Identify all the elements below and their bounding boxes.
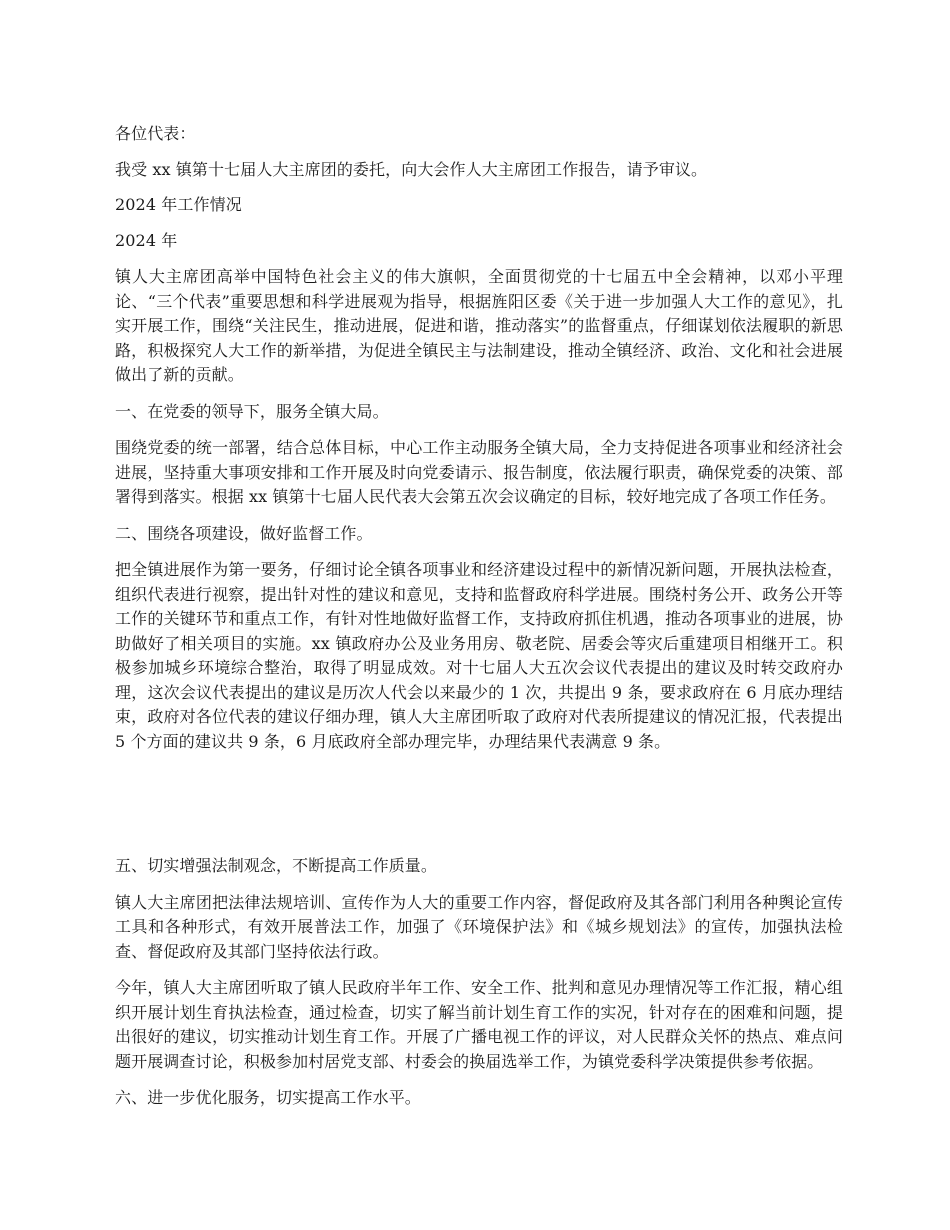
section-title: 2024 年工作情况 bbox=[115, 195, 242, 214]
year-line: 2024 年 bbox=[115, 230, 178, 250]
paragraph-five-a: 镇人大主席团把法律法规培训、宣传作为人大的重要工作内容，督促政府及其各部门利用各种舆论宣传工具和各种形式，有效开展普法工作，加强了《环境保护法》和《城乡规划法》的宣传，加强执法检查、督促政府及其部门坚持依法行政。 bbox=[115, 892, 843, 961]
document-page bbox=[115, 122, 843, 1111]
heading-one: 一、在党委的领导下，服务全镇大局。 bbox=[115, 401, 389, 421]
salutation: 各位代表： bbox=[115, 124, 196, 143]
paragraph-two: 把全镇进展作为第一要务，仔细讨论全镇各项事业和经济建设过程中的新情况新问题，开展执法检查，组织代表进行视察，提出针对性的建议和意见，支持和监督政府科学进展。围绕村务公开、政务公开等工作的关键环节和重点工作，有针对性地做好监督工作，支持政府抓住机遇，推动各项事业的进展，协助做好了相关项目的实施。xx 镇政府办公及业务用房、敬老院、居委会等灾后重建项目相继开工。积极参加城乡环境综合整治，取得了明显成效。对十七届人大五次会议代表提出的建议及时转交政府办理，这次会议代表提出的建议是历次人代会以来最少的 1 次，共提出 9 条，要求政府在 6 月底办理结束，政府对各位代表的建议仔细办理，镇人大主席团听取了政府对代表所提建议的情况汇报，代表提出 5 个方面的建议共 9 条，6 月底政府全部办理完毕，办理结果代表满意 9 条。 bbox=[115, 560, 843, 751]
overview-paragraph: 镇人大主席团高举中国特色社会主义的伟大旗帜，全面贯彻党的十七届五中全会精神，以邓小平理论、“三个代表”重要思想和科学进展观为指导，根据旌阳区委《关于进一步加强人大工作的意见》，扎实开展工作，围绕“关注民生，推动进展，促进和谐，推动落实”的监督重点，仔细谋划依法履职的新思路，积极探究人大工作的新举措，为促进全镇民主与法制建设，推动全镇经济、政治、文化和社会进展做出了新的贡献。 bbox=[115, 267, 843, 384]
heading-five: 五、切实增强法制观念，不断提高工作质量。 bbox=[115, 856, 438, 875]
heading-two: 二、围绕各项建设，做好监督工作。 bbox=[115, 523, 373, 543]
blank-gap bbox=[115, 754, 843, 854]
intro-paragraph: 我受 xx 镇第十七届人大主席团的委托，向大会作人大主席团工作报告，请予审议。 bbox=[115, 159, 708, 179]
heading-six: 六、进一步优化服务，切实提高工作水平。 bbox=[115, 1088, 421, 1107]
paragraph-five-b: 今年，镇人大主席团听取了镇人民政府半年工作、安全工作、批判和意见办理情况等工作汇报，精心组织开展计划生育执法检查，通过检查，切实了解当前计划生育工作的实况，针对存在的困难和问题，提出很好的建议，切实推动计划生育工作。开展了广播电视工作的评议，对人民群众关怀的热点、难点问题开展调查讨论，积极参加村居党支部、村委会的换届选举工作，为镇党委科学决策提供参考依据。 bbox=[115, 978, 843, 1071]
paragraph-one: 围绕党委的统一部署，结合总体目标，中心工作主动服务全镇大局，全力支持促进各项事业和经济社会进展，坚持重大事项安排和工作开展及时向党委请示、报告制度，依法履行职责，确保党委的决策、部署得到落实。根据 xx 镇第十七届人民代表大会第五次会议确定的目标，较好地完成了各项工作任务。 bbox=[115, 438, 843, 506]
